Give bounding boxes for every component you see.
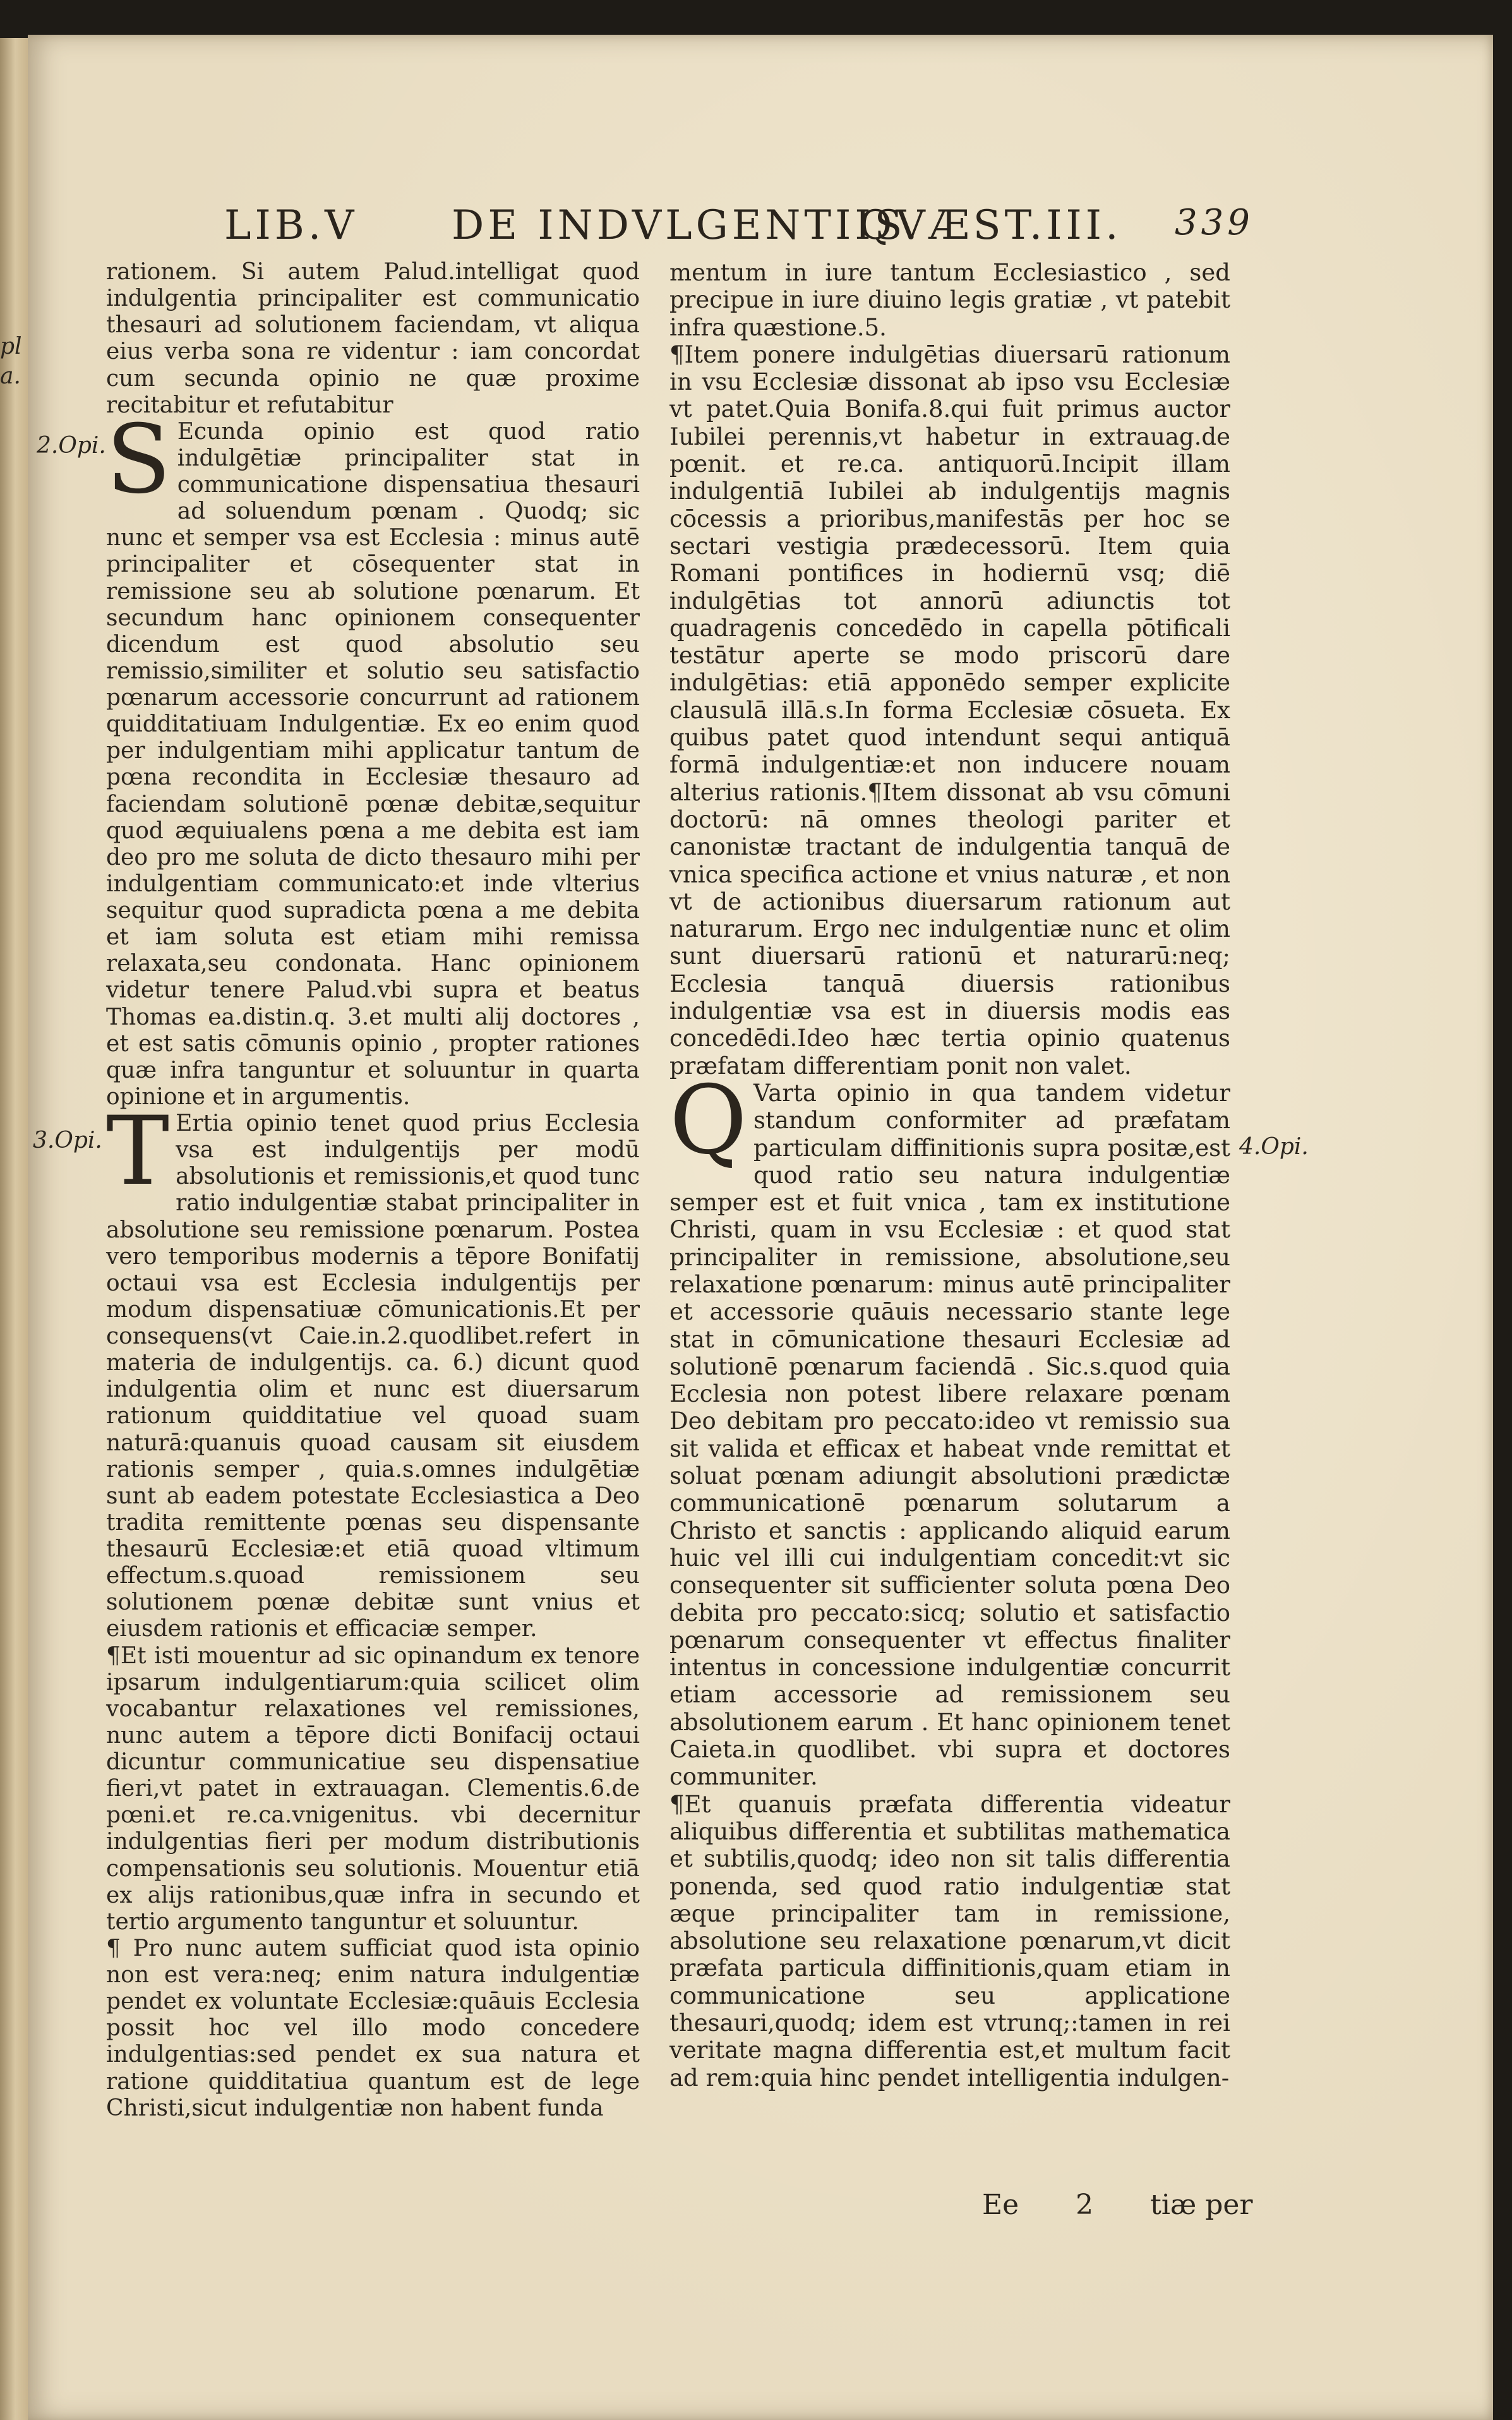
- left-text-column: [106, 259, 640, 2122]
- dropcap-s: S: [106, 404, 171, 515]
- paragraph-reasons: ¶Et isti mouentur ad sic opinandum ex tenore ipsarum indulgentiarum:quia scilicet olim vocabantur relaxationes vel remissiones, nunc autem a tēpore dicti Bonifacij octaui dicuntur communicatiue seu dispensatiue fieri,vt patet in extrauagan. Clementis.6.de pœni.et re.ca.vnigenitus. vbi decernitur indulgentias fieri per modum distributionis compensationis seu solutionis. Mouentur etiā ex alijs rationibus,quæ infra in secundo et tertio argumento tanguntur et soluuntur.: [106, 1642, 640, 1935]
- catchword-line: [982, 2189, 1310, 2221]
- margin-note-third-opinion: 3.Opi.: [33, 1128, 102, 1153]
- margin-note-second-opinion: 2.Opi.: [37, 433, 106, 459]
- paragraph-second-opinion: [106, 404, 640, 1111]
- paragraph-third-opinion: [106, 1097, 640, 1643]
- paragraph-text: Ecunda opinio est quod ratio indulgētiæ principaliter stat in communicatione dispensatiua thesauri ad soluendum pœnam . Quodq; sic nunc et semper vsa est Ecclesia : minus autē principaliter et cōsequenter stat in remissione seu ab solutione pœnarum. Et secundum hanc opinionem consequenter dicendum est quod absolutio seu remissio,similiter et solutio seu satisfactio pœnarum accessorie concurrunt ad rationem quidditatiuam Indulgentiæ. Ex eo enim quod per indulgentiam mihi applicatur tantum de pœna recondita in Ecclesiæ thesauro ad faciendam solutionē pœnæ debitæ,sequitur quod æquiualens pœna a me debita est iam deo pro me soluta de dicto thesauro mihi per indulgentiam communicato:et inde vlterius sequitur quod supradicta pœna a me debita et iam soluta est etiam mihi remissa relaxata,seu condonata. Hanc opinionem videtur tenere Palud.vbi supra et beatus Thomas ea.distin.q. 3.et multi alij doctores , et est satis cōmunis opinio , propter rationes quæ infra tanguntur et soluuntur in quarta opinione et in argumentis.: [106, 418, 640, 1110]
- paragraph-usage: ¶Item ponere indulgētias diuersarū rationum in vsu Ecclesiæ dissonat ab ipso vsu Ecclesiæ vt patet.Quia Bonifa.8.qui fuit primus auctor Iubilei perennis,vt habetur in extrauag.de pœnit. et re.ca. antiquorū.Incipit illam indulgentiā Iubilei ab indulgentijs magnis cōcessis a prioribus,manifestās per hoc se sectari vestigia prædecessorū. Item quia Romani pontifices in hodiernū vsq; diē indulgētias tot annorū adiunctis tot quadragenis concedēdo in capella pōtificali testātur aperte se modo priscorū dare indulgētias: etiā apponēdo semper explicite clausulā illā.s.In forma Ecclesiæ cōsueta. Ex quibus patet quod intendunt sequi antiquā formā indulgentiæ:et non inducere nouam alterius rationis.¶Item dissonat ab vsu cōmuni doctorū: nā omnes theologi pariter et canonistæ tractant de indulgentia tanquā de vnica specifica actione et vnius naturæ , et non vt de actionibus diuersarum rationum aut naturarum. Ergo nec indulgentiæ nunc et olim sunt diuersarū rationū et naturarū:neq; Ecclesia tanquā diuersis rationibus indulgentiæ vsa est in diuersis modis eas concedēdi.Ideo hæc tertia opinio quatenus præfatam differentiam ponit non valet.: [669, 340, 1230, 1080]
- paragraph-text: Ertia opinio tenet quod prius Ecclesia vsa est indulgentijs per modū absolutionis et remissionis,et quod tunc ratio indulgentiæ stabat principaliter in absolutione seu remissione pœnarum. Postea vero temporibus modernis a tēpore Bonifatij octaui vsa est Ecclesia indulgentijs per modum dispensatiuæ cōmunicationis.Et per consequens(vt Caie.in.2.quodlibet.refert in materia de indulgentijs. ca. 6.) dicunt quod indulgentia olim et nunc est diuersarum rationum quidditatiue vel quoad suam naturā:quanuis quoad causam sit eiusdem rationis semper , quia.s.omnes indulgētiæ sunt ab eadem potestate Ecclesiastica a Deo tradita remittente pœnas seu dispensante thesaurū Ecclesiæ:et etiā quoad vltimum effectum.s.quoad remissionem seu solutionem pœnæ debitæ sunt vnius et eiusdem rationis et efficaciæ semper.: [106, 1111, 640, 1642]
- paragraph-difference: ¶Et quanuis præfata differentia videatur aliquibus differentia et subtilitas mathematica et subtilis,quodq; ideo non sit talis differentia ponenda, sed quod ratio indulgentiæ stat æque principaliter tam in remissione, absolutione seu relaxatione pœnarum,vt dicit præfata particula diffinitionis,quam etiam in communicatione seu applicatione thesauri,quodq; idem est vtrunq;:tamen in rei veritate magna differentia est,et multum facit ad rem:quia hinc pendet intelligentia indulgen-: [669, 1790, 1230, 2092]
- edge-note-1: pl: [0, 334, 22, 359]
- paragraph-continuation: rationem. Si autem Palud.intelligat quod indulgentia principaliter est communicatio thesauri ad solutionem faciendam, vt aliqua eius verba sona re videntur : iam concordat cum secunda opinio ne quæ proxime recitabitur et refutabitur: [106, 259, 640, 418]
- signature-number: 2: [1076, 2189, 1094, 2221]
- signature-mark: Ee: [982, 2189, 1019, 2221]
- dropcap-q: Q: [669, 1065, 747, 1176]
- running-head: [196, 202, 1257, 259]
- dropcap-t: T: [106, 1097, 170, 1207]
- running-head-title: DE INDVLGENTIIS.: [452, 202, 921, 249]
- page-number: 339: [1175, 202, 1254, 243]
- right-text-column: [669, 259, 1230, 2092]
- running-head-book: LIB.V: [224, 202, 358, 249]
- edge-note-2: a.: [0, 363, 21, 389]
- paragraph-rebuttal: ¶ Pro nunc autem sufficiat quod ista opinio non est vera:neq; enim natura indulgentiæ pendet ex voluntate Ecclesiæ:quāuis Ecclesia possit hoc vel illo modo concedere indulgentias:sed pendet ex sua natura et ratione quidditatiua quantum est de lege Christi,sicut indulgentiæ non habent funda: [106, 1935, 640, 2121]
- catchword: tiæ per: [1150, 2189, 1253, 2221]
- paragraph-fourth-opinion: [669, 1065, 1230, 1791]
- paragraph-text: Varta opinio in qua tandem videtur standum conformiter ad præfatam particulam diffinitionis supra positæ,est quod ratio seu natura indulgentiæ semper est et fuit vnica , tam ex institutione Christi, quam in vsu Ecclesiæ : et quod stat principaliter in remissione, absolutione,seu relaxatione pœnarum: minus autē principaliter et accessorie quāuis necessario stante lege stat in cōmunicatione thesauri Ecclesiæ ad solutionē pœnarum faciendā . Sic.s.quod quia Ecclesia non potest libere relaxare pœnam Deo debitam pro peccato:ideo vt remissio sua sit valida et efficax et habeat vnde remittat et soluat pœnam adiungit absolutioni prædictæ communicationē pœnarum solutarum a Christo et sanctis : applicando aliquid earum huic vel illi cui indulgentiam concedit:vt sic consequenter sit sufficienter soluta pœna Deo debita pro peccato:sicq; solutio et satisfactio pœnarum consequenter vt effectus finaliter intentus in concessione indulgentiæ concurrit etiam accessorie ad remissionem seu absolutionem earum . Et hanc opinionem tenet Caieta.in quodlibet. vbi supra et doctores communiter.: [669, 1079, 1230, 1791]
- running-head-question: QVÆST.III.: [859, 202, 1122, 249]
- facing-page-edge: [0, 38, 28, 2420]
- paragraph-continuation: mentum in iure tantum Ecclesiastico , sed precipue in iure diuino legis gratiæ , vt patebit infra quæstione.5.: [669, 259, 1230, 341]
- margin-note-fourth-opinion: 4.Opi.: [1239, 1134, 1309, 1160]
